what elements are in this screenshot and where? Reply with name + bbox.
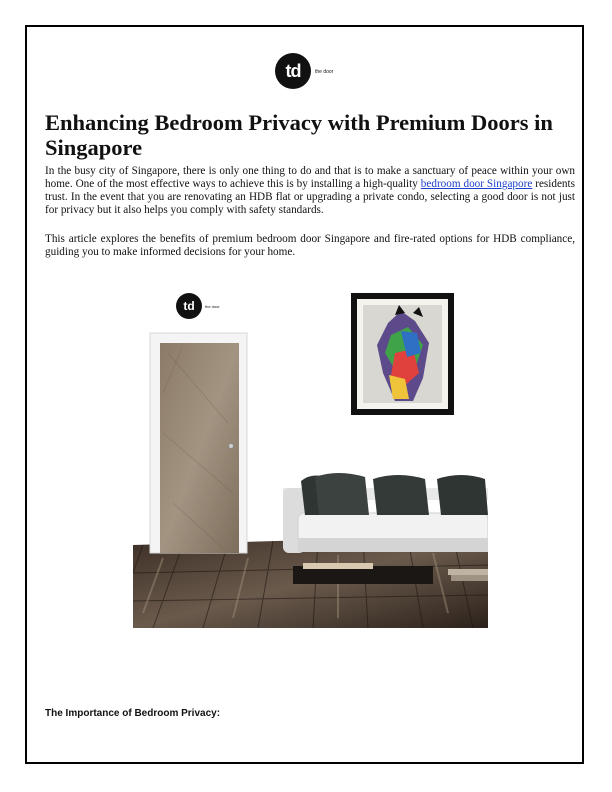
- svg-text:the door: the door: [205, 304, 220, 309]
- intro-paragraph: [45, 165, 575, 217]
- summary-paragraph: This article explores the benefits of premium bedroom door Singapore and fire-rated options for HDB compliance, guiding you to make informed decisions for your home.: [45, 233, 575, 258]
- brand-logo[interactable]: [275, 53, 333, 89]
- section-heading: The Importance of Bedroom Privacy:: [45, 708, 221, 719]
- article-title: Enhancing Bedroom Privacy with Premium Doors in Singapore: [45, 110, 553, 160]
- bedroom-door-product-image: [133, 283, 488, 628]
- brand-monogram: td: [275, 53, 311, 89]
- intro-text-before: In the busy city of Singapore, there is only one thing to do and that is to make a sanctuary of peace within your own home. One of the most effective ways to achieve this is by installing a high-quality: [45, 165, 575, 190]
- brand-name: the door: [315, 69, 334, 75]
- bedroom-door-link[interactable]: bedroom door Singapore: [420, 178, 533, 190]
- intro-text-after: residents trust. In the event that you are renovating an HDB flat or upgrading a private condo, selecting a good door is not just for privacy but it also helps you comply with safety standards.: [45, 178, 575, 216]
- svg-text:td: td: [183, 299, 195, 313]
